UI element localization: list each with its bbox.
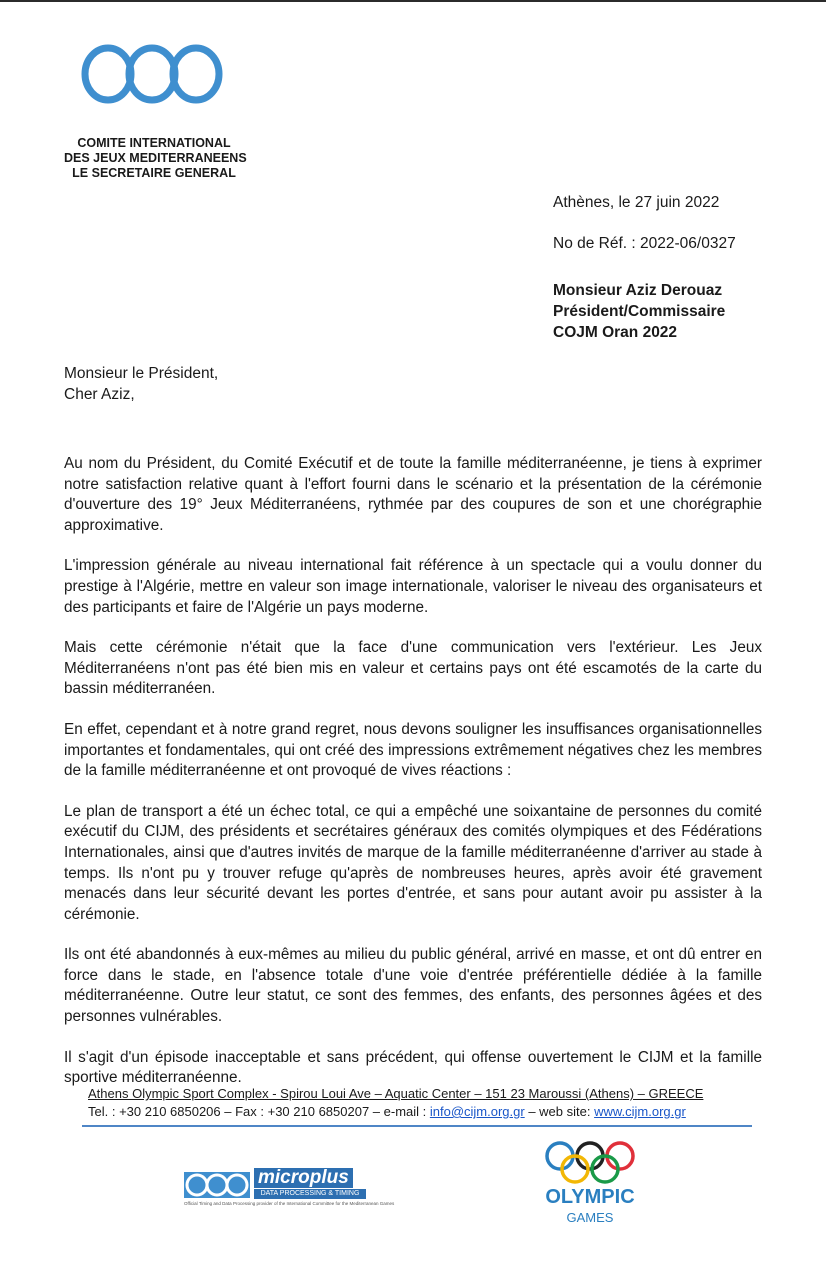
olympic-title: OLYMPIC xyxy=(545,1186,635,1208)
footer-contact-prefix: Tel. : +30 210 6850206 – Fax : +30 210 6850207 – e-mail : xyxy=(88,1104,430,1119)
three-rings-icon xyxy=(82,44,222,106)
email-link[interactable]: info@cijm.org.gr xyxy=(429,1104,525,1119)
footer-address xyxy=(88,1085,738,1121)
olympic-games-logo xyxy=(530,1140,650,1230)
body-paragraph: Ils ont été abandonnés à eux-mêmes au milieu du public général, arrivé en masse, et ont dû entrer en force dans le stade, en l'absence totale d'une voie d'entrée préférentielle dédiée à la famille méditerranéenne. Outre leur statut, ce sont des femmes, des enfants, des personnes âgées et des personnes vulnérables. xyxy=(64,946,762,1026)
recipient-name: Monsieur Aziz Derouaz xyxy=(553,282,723,299)
body-paragraph: Il s'agit d'un épisode inacceptable et sans précédent, qui offense ouvertement le CIJM et la famille sportive méditerranéenne. xyxy=(64,1048,762,1087)
microplus-small-print: Official Timing and Data Processing provider of the International Committee for the Mediterranean Games xyxy=(184,1201,395,1206)
microplus-name: microplus xyxy=(254,1168,353,1188)
body-paragraph: Au nom du Président, du Comité Exécutif et de toute la famille méditerranéenne, je tiens à exprimer notre satisfaction relative quant à l'effort fourni dans le scénario et la présentation de la cérémonie d'ouverture des 19° Jeux Méditerranéens, rythmée par des coupures de son et une chorégraphie approximative. xyxy=(64,455,762,534)
recipient-title: Président/Commissaire xyxy=(553,303,726,320)
salutation-line-2: Cher Aziz, xyxy=(64,386,135,403)
letter-body xyxy=(64,454,762,1109)
organization-name xyxy=(64,136,247,181)
reference-number: No de Réf. : 2022-06/0327 xyxy=(553,235,736,252)
recipient-organization: COJM Oran 2022 xyxy=(553,324,678,341)
salutation xyxy=(64,363,218,405)
salutation-line-1: Monsieur le Président, xyxy=(64,365,219,382)
letter-date: Athènes, le 27 juin 2022 xyxy=(553,194,720,211)
body-paragraph: En effet, cependant et à notre grand regret, nous devons souligner les insuffisances organisationnelles importantes et fondamentales, qui ont créé des impressions extrêmement négatives chez les membres de la famille méditerranéenne et ont provoqué de vives réactions : xyxy=(64,720,762,780)
olympic-rings-icon xyxy=(544,1140,636,1186)
body-paragraph: Mais cette cérémonie n'était que la face d'une communication vers l'extérieur. Les Jeux Méditerranéens n'ont pas été bien mis en valeur et certains pays ont été escamotés de la carte du bassin méditerranéen. xyxy=(64,639,762,698)
org-line-3: LE SECRETAIRE GENERAL xyxy=(72,166,236,180)
microplus-rings-icon xyxy=(184,1172,250,1198)
olympic-subtitle: GAMES xyxy=(566,1210,614,1225)
microplus-tagline: DATA PROCESSING & TIMING xyxy=(254,1189,366,1199)
website-link[interactable]: www.cijm.org.gr xyxy=(594,1104,686,1119)
footer-web-prefix: – web site: xyxy=(524,1104,595,1119)
microplus-logo xyxy=(184,1167,395,1208)
org-line-1: COMITE INTERNATIONAL xyxy=(77,136,231,150)
org-line-2: DES JEUX MEDITERRANEENS xyxy=(64,151,247,165)
recipient-block xyxy=(553,280,725,343)
footer-divider xyxy=(82,1125,752,1127)
footer-contact-line xyxy=(88,1103,738,1121)
footer-street-address: Athens Olympic Sport Complex - Spirou Loui Ave – Aquatic Center – 151 23 Maroussi (Athens) – GREECE xyxy=(88,1086,704,1101)
body-paragraph: L'impression générale au niveau international fait référence à un spectacle qui a voulu donner du prestige à l'Algérie, mettre en valeur son image internationale, valoriser le niveau des organisateurs et des participants et faire de l'Algérie un pays moderne. xyxy=(64,557,762,616)
top-border xyxy=(0,0,826,2)
body-paragraph: Le plan de transport a été un échec total, ce qui a empêché une soixantaine de personnes du comité exécutif du CIJM, des présidents et secrétaires généraux des comités olympiques et des Fédérations Internationales, ainsi que d'autres invités de marque de la famille méditerranéenne d'arriver au stade à temps. Ils n'ont pu y trouver refuge qu'après de nombreuses heures, après avoir été gravement menacés dans leur sécurité devant les portes d'entrée, et sans pour autant avoir pu assister à la cérémonie. xyxy=(64,802,762,923)
